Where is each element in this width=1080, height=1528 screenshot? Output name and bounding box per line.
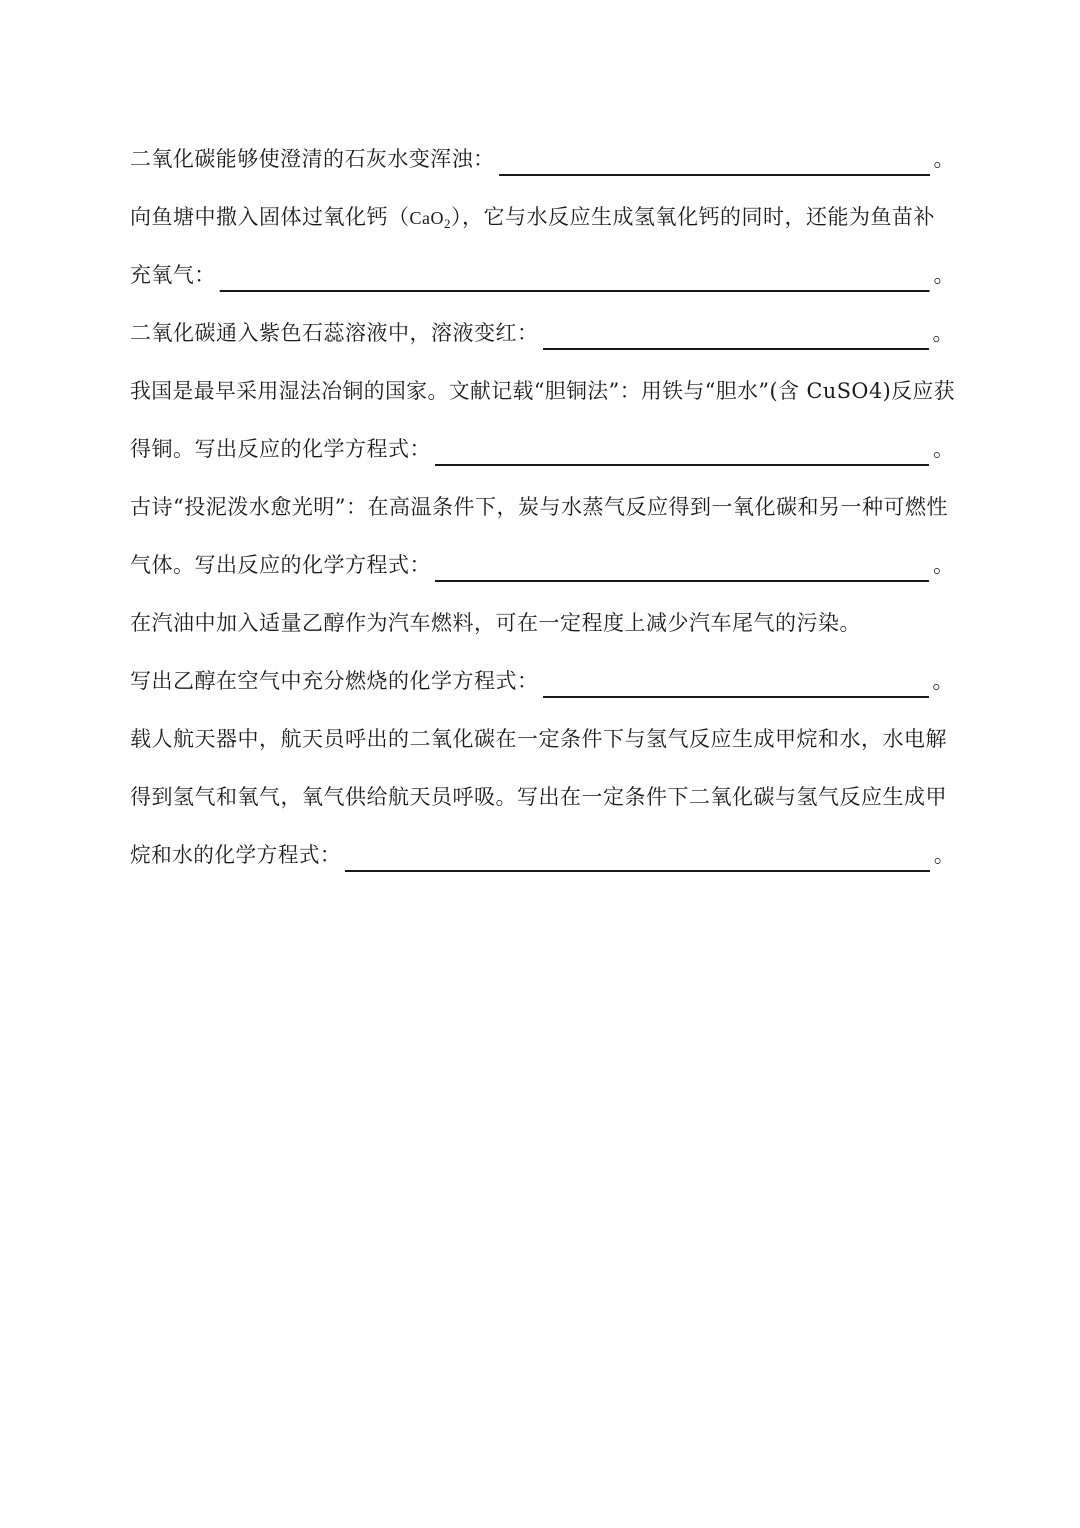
answer-blank-5[interactable] [435,554,929,582]
question-6-line-1 [130,606,861,640]
question-4-text-1: 我国是最早采用湿法冶铜的国家。文献记载“胆铜法”：用铁与“胆水”(含 CuSO4)反应获 [130,379,955,403]
question-4-text-2: 得铜。写出反应的化学方程式： [130,437,431,461]
question-2-period: 。 [933,263,955,287]
question-5-text-2: 气体。写出反应的化学方程式： [130,553,431,577]
question-4-line-2 [130,432,955,466]
question-1-text: 二氧化碳能够使澄清的石灰水变浑浊： [130,147,495,171]
question-7-line-2 [130,780,947,814]
question-1-line [130,142,955,176]
question-2-text-2: 充氧气： [130,263,216,287]
question-1-period: 。 [933,147,955,171]
question-6-line-2 [130,664,954,698]
question-2-text-post: ），它与水反应生成氢氧化钙的同时，还能为鱼苗补 [451,205,935,229]
question-7-line-3 [130,838,955,872]
question-4-line-1 [130,374,955,408]
question-3-line [130,316,954,350]
answer-blank-6[interactable] [543,670,929,698]
question-7-text-1: 载人航天器中，航天员呼出的二氧化碳在一定条件下与氢气反应生成甲烷和水，水电解 [130,727,947,751]
question-5-line-2 [130,548,955,582]
question-6-text-1: 在汽油中加入适量乙醇作为汽车燃料，可在一定程度上减少汽车尾气的污染。 [130,611,861,635]
question-7-line-1 [130,722,947,756]
question-5-period: 。 [933,553,955,577]
question-4-period: 。 [933,437,955,461]
answer-blank-7[interactable] [345,844,930,872]
answer-blank-2[interactable] [220,264,930,292]
question-3-period: 。 [932,321,954,345]
question-6-period: 。 [932,669,954,693]
answer-blank-3[interactable] [543,322,929,350]
answer-blank-1[interactable] [499,148,930,176]
question-7-period: 。 [933,843,955,867]
question-2-line-1 [130,200,935,234]
question-3-text: 二氧化碳通入紫色石蕊溶液中，溶液变红： [130,321,539,345]
question-2-formula-subscript: 2 [444,216,451,231]
question-2-line-2 [130,258,955,292]
question-2-formula: CaO [409,208,444,228]
question-5-line-1 [130,490,948,524]
question-2-text-pre: 向鱼塘中撒入固体过氧化钙（ [130,205,410,229]
question-5-text-1: 古诗“投泥泼水愈光明”：在高温条件下，炭与水蒸气反应得到一氧化碳和另一种可燃性 [130,495,948,519]
question-7-text-2: 得到氢气和氧气，氧气供给航天员呼吸。写出在一定条件下二氧化碳与氢气反应生成甲 [130,785,947,809]
question-6-text-2: 写出乙醇在空气中充分燃烧的化学方程式： [130,669,539,693]
answer-blank-4[interactable] [435,438,929,466]
question-7-text-3: 烷和水的化学方程式： [130,843,342,867]
